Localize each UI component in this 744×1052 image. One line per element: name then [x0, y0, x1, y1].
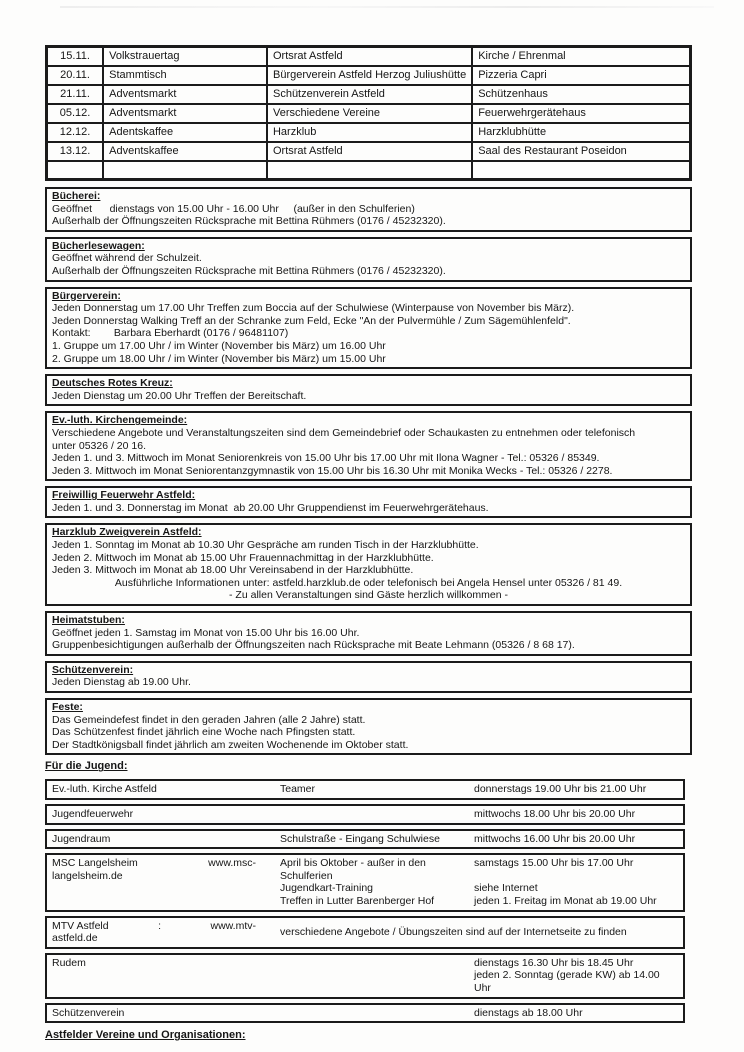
jugend-name: Jugendfeuerwehr	[52, 807, 134, 820]
section-line: Das Gemeindefest findet in den geraden Jahren (alle 2 Jahre) statt.	[52, 713, 366, 726]
jugend-name-cell	[52, 1007, 280, 1020]
heading-astfelder-vereine: Astfelder Vereine und Organisationen:	[45, 1029, 246, 1042]
event-organizer-cell	[267, 161, 472, 180]
events-table-body	[47, 47, 691, 180]
section-line: Das Schützenfest findet jährlich eine Woche nach Pfingsten statt.	[52, 726, 356, 739]
jugend-time-line	[474, 870, 678, 883]
section-line: Außerhalb der Öffnungszeiten Rücksprache mit Bettina Rühmers (0176 / 45232320).	[52, 215, 446, 228]
jugend-detail-cell	[280, 957, 474, 995]
section-buecherlesewagen	[45, 237, 692, 282]
jugend-detail-cell	[280, 857, 474, 907]
event-name-cell: Adentskaffee	[103, 123, 267, 142]
jugend-name-line	[52, 920, 280, 933]
events-table	[45, 45, 692, 181]
section-line: Gruppenbesichtigungen außerhalb der Öffnungszeiten nach Rücksprache mit Beate Lehmann (05326 / 8 68 17).	[52, 639, 575, 652]
event-date-cell: 12.12.	[47, 123, 104, 142]
jugend-time-line: jeden 2. Sonntag (gerade KW) ab 14.00 Uhr	[474, 969, 663, 994]
section-title: Ev.-luth. Kirchengemeinde:	[52, 414, 188, 427]
jugend-detail-line: Schulferien	[280, 869, 333, 882]
event-location-cell: Pizzeria Capri	[472, 66, 690, 85]
jugend-time-line: dienstags 16.30 Uhr bis 18.45 Uhr	[474, 956, 634, 969]
section-title: Schützenverein:	[52, 663, 134, 676]
jugend-url-part1: www.mtv-	[210, 919, 256, 932]
jugend-time-cell	[474, 1007, 678, 1020]
jugend-detail-line: Jugendkart-Training	[280, 882, 373, 895]
jugend-row	[45, 1003, 685, 1024]
events-table-row	[47, 104, 691, 123]
event-date-cell	[47, 161, 104, 180]
jugend-row	[45, 953, 685, 999]
jugend-row	[45, 916, 685, 949]
section-title: Feste:	[52, 701, 83, 713]
jugend-detail-cell	[280, 1007, 474, 1020]
section-title: Bücherlesewagen:	[52, 239, 145, 252]
jugend-detail-cell	[280, 833, 474, 846]
jugend-name-cell	[52, 783, 280, 796]
jugend-name-cell	[52, 857, 280, 907]
section-title: Bürgerverein:	[52, 289, 121, 302]
jugend-time-cell	[474, 783, 678, 796]
event-date-cell: 20.11.	[47, 66, 104, 85]
section-title: Deutsches Rotes Kreuz:	[52, 377, 173, 390]
jugend-detail-line: Schulstraße - Eingang Schulwiese	[280, 832, 440, 845]
section-line: Ausführliche Informationen unter: astfeld.harzklub.de oder telefonisch bei Angela Hensel unter 05326 / 81 49.	[114, 576, 623, 589]
jugend-time-cell	[474, 808, 678, 821]
event-location-cell: Harzklubhütte	[472, 123, 690, 142]
jugend-name-cell	[52, 920, 280, 945]
jugend-detail-line: Treffen in Lutter Barenberger Hof	[280, 894, 435, 907]
event-name-cell: Stammtisch	[103, 66, 267, 85]
jugend-row	[45, 853, 685, 911]
jugend-name: Schützenverein	[52, 1006, 125, 1019]
jugend-detail-cell	[280, 808, 474, 821]
section-line: Außerhalb der Öffnungszeiten Rücksprache mit Bettina Rühmers (0176 / 45232320).	[52, 264, 446, 277]
jugend-table	[45, 779, 692, 1023]
jugend-colon: :	[158, 919, 162, 932]
event-location-cell	[472, 161, 690, 180]
event-name-cell: Adventskaffee	[103, 142, 267, 161]
section-line: Jeden 1. Sonntag im Monat ab 10.30 Uhr Gespräche am runden Tisch in der Harzklubhütte.	[52, 539, 479, 552]
events-table-row	[47, 47, 691, 66]
section-title: Heimatstuben:	[52, 614, 125, 627]
jugend-time-line: dienstags ab 18.00 Uhr	[474, 1006, 583, 1019]
event-name-cell: Adventsmarkt	[103, 104, 267, 123]
event-location-cell: Kirche / Ehrenmal	[472, 47, 690, 66]
event-organizer-cell: Harzklub	[267, 123, 472, 142]
section-line: Jeden 1. und 3. Mittwoch im Monat Seniorenkreis von 15.00 Uhr bis 17.00 Uhr mit Ilona Wagner - Tel.: 05326 / 85349.	[52, 452, 600, 465]
section-line: 2. Gruppe um 18.00 Uhr / im Winter (November bis März) um 15.00 Uhr	[52, 352, 386, 365]
jugend-name-cell	[52, 957, 280, 995]
section-kirchengemeinde	[45, 411, 692, 481]
event-name-cell	[103, 161, 267, 180]
event-date-cell: 21.11.	[47, 85, 104, 104]
section-schuetzenverein	[45, 661, 692, 693]
jugend-row	[45, 804, 685, 825]
jugend-time-cell	[474, 857, 678, 907]
jugend-name-cell	[52, 833, 280, 846]
events-table-row	[47, 161, 691, 180]
event-name-cell: Adventsmarkt	[103, 85, 267, 104]
jugend-url-part1: www.msc-	[208, 857, 256, 870]
section-harzklub	[45, 523, 692, 606]
section-feste	[45, 698, 692, 755]
event-date-cell: 15.11.	[47, 47, 104, 66]
event-organizer-cell: Schützenverein Astfeld	[267, 85, 472, 104]
section-line: Jeden Dienstag um 20.00 Uhr Treffen der Bereitschaft.	[52, 389, 307, 402]
event-organizer-cell: Verschiedene Vereine	[267, 104, 472, 123]
section-line: Jeden 2. Mittwoch im Monat ab 15.00 Uhr Frauennachmittag in der Harzklubhütte.	[52, 551, 434, 564]
section-line: Geöffnet jeden 1. Samstag im Monat von 15.00 Uhr bis 16.00 Uhr.	[52, 626, 360, 639]
section-line: unter 05326 / 20 16.	[52, 439, 146, 452]
jugend-url-part2: astfeld.de	[52, 932, 98, 945]
jugend-detail-line: April bis Oktober - außer in den	[280, 857, 426, 870]
jugend-name: Jugendraum	[52, 832, 111, 845]
events-table-row	[47, 123, 691, 142]
jugend-url-part2: langelsheim.de	[52, 869, 123, 882]
section-heimatstuben	[45, 611, 692, 656]
event-organizer-cell: Bürgerverein Astfeld Herzog Juliushütte	[267, 66, 472, 85]
section-title: Bücherei:	[52, 190, 101, 202]
jugend-name-cell	[52, 808, 280, 821]
section-line: Kontakt: Barbara Eberhardt (0176 / 96481107)	[52, 327, 289, 340]
jugend-time-line: samstags 15.00 Uhr bis 17.00 Uhr	[474, 857, 634, 870]
event-date-cell: 05.12.	[47, 104, 104, 123]
scan-artifact	[60, 6, 714, 8]
section-deutsches-rotes-kreuz	[45, 374, 692, 406]
jugend-name-line	[52, 857, 280, 870]
club-sections	[45, 187, 692, 755]
jugend-time-line: siehe Internet	[474, 882, 538, 895]
section-line: Geöffnet während der Schulzeit.	[52, 252, 202, 265]
section-buecherei	[45, 187, 692, 232]
section-line: Jeden 1. und 3. Donnerstag im Monat ab 20.00 Uhr Gruppendienst im Feuerwehrgerätehaus.	[52, 501, 489, 514]
event-name-cell: Volkstrauertag	[103, 47, 267, 66]
section-line: Jeden Dienstag ab 19.00 Uhr.	[52, 676, 191, 689]
section-line: Jeden Donnerstag Walking Treff an der Schranke zum Feld, Ecke "An der Pulvermühle / Zum Sägemühlenfeld".	[52, 314, 571, 327]
section-line: Geöffnet dienstags von 15.00 Uhr - 16.00 Uhr (außer in den Schulferien)	[52, 202, 415, 215]
events-table-row	[47, 85, 691, 104]
section-line: Jeden 3. Mittwoch im Monat ab 18.00 Uhr Vereinsabend in der Harzklubhütte.	[52, 564, 414, 577]
section-line: - Zu allen Veranstaltungen sind Gäste herzlich willkommen -	[229, 589, 508, 602]
jugend-time-line: mittwochs 18.00 Uhr bis 20.00 Uhr	[474, 807, 636, 820]
event-organizer-cell: Ortsrat Astfeld	[267, 47, 472, 66]
jugend-time-line: jeden 1. Freitag im Monat ab 19.00 Uhr	[474, 894, 657, 907]
jugend-time-cell	[474, 957, 678, 995]
jugend-row	[45, 829, 685, 850]
jugend-detail-line: Teamer	[280, 783, 316, 796]
heading-fuer-die-jugend: Für die Jugend:	[45, 760, 128, 773]
jugend-detail-cell	[280, 783, 474, 796]
section-buergerverein	[45, 287, 692, 370]
event-date-cell: 13.12.	[47, 142, 104, 161]
section-feuerwehr	[45, 486, 692, 518]
event-location-cell: Feuerwehrgerätehaus	[472, 104, 690, 123]
jugend-time-line: donnerstags 19.00 Uhr bis 21.00 Uhr	[474, 783, 647, 796]
events-table-row	[47, 142, 691, 161]
jugend-row	[45, 779, 685, 800]
event-location-cell: Schützenhaus	[472, 85, 690, 104]
section-line: Der Stadtkönigsball findet jährlich am zweiten Wochenende im Oktober statt.	[52, 738, 409, 751]
jugend-name: MSC Langelsheim	[52, 857, 138, 870]
section-title: Harzklub Zweigverein Astfeld:	[52, 526, 202, 539]
jugend-name: Rudem	[52, 956, 86, 969]
section-line: 1. Gruppe um 17.00 Uhr / im Winter (November bis März) um 16.00 Uhr	[52, 339, 386, 352]
section-line: Verschiedene Angebote und Veranstaltungszeiten sind dem Gemeindebrief oder Schaukasten zu entnehmen oder telefonisch	[52, 426, 636, 439]
section-title: Freiwillig Feuerwehr Astfeld:	[52, 489, 196, 502]
jugend-wide-text: verschiedene Angebote / Übungszeiten sind auf der Internetseite zu finden	[280, 925, 627, 938]
jugend-time-cell	[474, 833, 678, 846]
event-organizer-cell: Ortsrat Astfeld	[267, 142, 472, 161]
jugend-time-line: mittwochs 16.00 Uhr bis 20.00 Uhr	[474, 832, 636, 845]
events-table-row	[47, 66, 691, 85]
jugend-name: MTV Astfeld	[52, 919, 109, 932]
event-location-cell: Saal des Restaurant Poseidon	[472, 142, 690, 161]
section-line: Jeden 3. Mittwoch im Monat Seniorentanzgymnastik von 15.00 Uhr bis 16.30 Uhr mit Monika Wecks - Tel.: 05326 / 2278.	[52, 464, 613, 477]
jugend-name: Ev.-luth. Kirche Astfeld	[52, 783, 157, 796]
section-line: Jeden Donnerstag um 17.00 Uhr Treffen zum Boccia auf der Schulwiese (Winterpause von November bis März).	[52, 302, 575, 315]
